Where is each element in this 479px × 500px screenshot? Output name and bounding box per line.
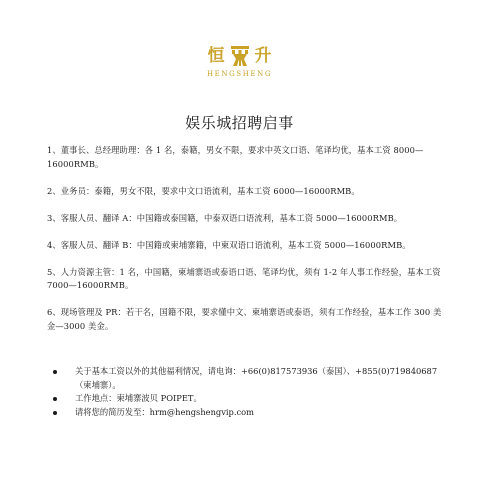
job-list xyxy=(47,144,442,347)
bullet-text: 请将您的简历发至：hrm@hengshengvip.com xyxy=(75,406,255,417)
job-item: 1、董事长、总经理助理：各 1 名，泰籍，男女不限，要求中英文口语、笔译均优，基本工资 8000—16000RMB。 xyxy=(47,145,424,169)
job-item: 5、人力资源主管：1 名，中国籍，柬埔寨语或泰语口语、笔译均优，须有 1-2 年人事工作经验，基本工资 7000—16000RMB。 xyxy=(47,266,441,290)
job-item: 6、现场管理及 PR：若干名，国籍不限，要求懂中文、柬埔寨语或泰语，须有工作经验，基本工作 300 美金—3000 美金。 xyxy=(47,307,442,331)
job-item: 2、业务员：泰籍，男女不限，要求中文口语流利，基本工资 6000—16000RMB。 xyxy=(47,185,360,196)
bullet-text: 工作地点：柬埔寨波贝 POIPET。 xyxy=(75,393,202,403)
bullet-item xyxy=(47,365,442,392)
bullet-item xyxy=(47,406,442,420)
hengsheng-logo xyxy=(0,44,479,78)
logo-mark-icon xyxy=(228,44,252,68)
bullet-dot-icon xyxy=(53,411,57,415)
logo-subtitle: HENGSHENG xyxy=(206,70,273,78)
bullet-text: 关于基本工资以外的其他福利情况，请电询：+66(0)817573936（泰国）、+855(0)719840687（柬埔寨）。 xyxy=(75,366,438,390)
logo-left-char: 恒 xyxy=(207,46,225,66)
page-title: 娱乐城招聘启事 xyxy=(185,114,294,132)
job-item: 3、客服人员、翻译 A：中国籍或泰国籍，中泰双语口语流利，基本工资 5000—16000RMB。 xyxy=(47,212,403,223)
bullet-dot-icon xyxy=(53,397,57,401)
bullet-item xyxy=(47,392,442,406)
job-item: 4、客服人员、翻译 B：中国籍或柬埔寨籍，中柬双语口语流利，基本工资 5000—16000RMB。 xyxy=(47,239,411,250)
logo-right-char: 升 xyxy=(254,46,272,66)
bullet-dot-icon xyxy=(53,370,57,374)
logo-row xyxy=(208,44,272,68)
info-bullet-list xyxy=(47,365,442,419)
